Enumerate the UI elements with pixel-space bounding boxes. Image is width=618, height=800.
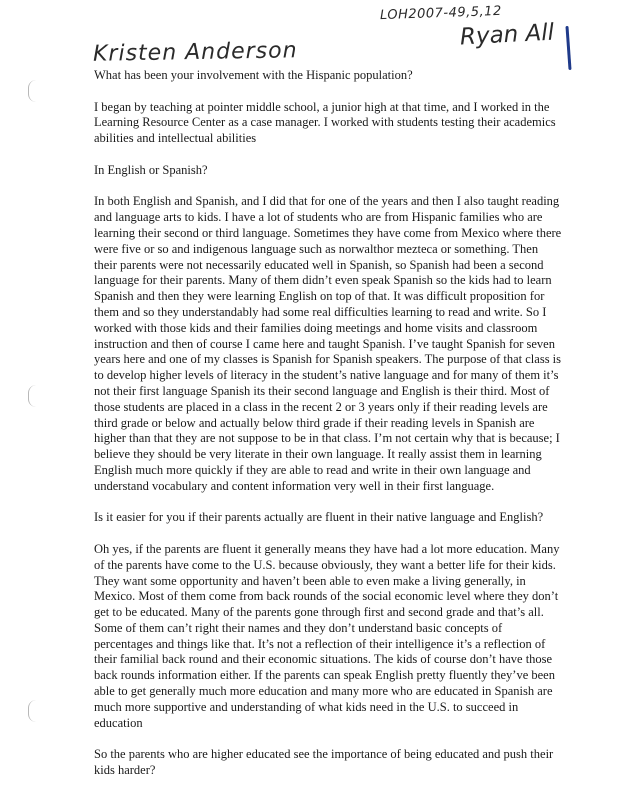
handwritten-interviewer-name: Ryan All: [459, 19, 555, 51]
question-paragraph: So the parents who are higher educated see the importance of being educated and push their kids harder?: [94, 747, 554, 778]
transcript-body: [94, 68, 562, 795]
answer-paragraph: Oh yes, if the parents are fluent it generally means they have had a lot more education. Many of the parents have come to the U.S. because obviously, they want a better life for their kids. They want some opportunity and haven’t been able to even make a living generally, in Mexico. Most of them come from back rounds of the social economic level where they don’t get to be educated. Many of the parents gone through first and second grade and that’s all. Some of them can’t right their names and they don’t understand basic concepts of percentages and things like that. It’s not a reflection of their intelligence it’s a reflection of their familial back round and their economic situations. The kids of course don’t have those back rounds information either. If the parents can speak English pretty fluently they’ve been able to get generally much more education and many more who are educated in Spanish are much more supportive and understanding of what kids need in the U.S. to succeed in education: [94, 541, 560, 730]
question-paragraph: Is it easier for you if their parents actually are fluent in their native language and English?: [94, 510, 544, 525]
answer-paragraph: In both English and Spanish, and I did that for one of the years and then I also taught reading and language arts to kids. I have a lot of students who are from Hispanic families who are learning their second or third language. Sometimes they have come from Mexico where there were five or so and indigenous language such as norwalthor mezteca or something. Then their parents were not necessarily educated well in Spanish, so Spanish had been a second language for their parents. Many of them didn’t even speak Spanish so the kids had to learn Spanish and then they were learning English on top of that. It was difficult proposition for them and so they understandably had some real difficulties learning to read and write. So I worked with those kids and their families doing meetings and home visits and classroom instruction and then of course I came here and taught Spanish. I’ve taught Spanish for seven years here and one of my classes is Spanish for Spanish speakers. The purpose of that class is to develop higher levels of literacy in the student’s native language and for many of them it’s not their first language Spanish its their second language and English is their third. Most of those students are placed in a class in the recent 2 or 3 years only if their reading levels are third grade or below and actually below third grade if their reading levels in Spanish are higher than that they are not suppose to be in that class. I’m not certain why that is because; I believe they should be very literate in their own language. It really assist them in learning English much more quickly if they are able to read and write in their own language and understand vocabulary and content information very well in their first language.: [94, 194, 562, 493]
handwritten-author-name: Kristen Anderson: [92, 38, 298, 67]
punch-hole-mark: [28, 80, 41, 102]
handwritten-document-id: LOH2007-49,5,12: [379, 3, 502, 24]
punch-hole-mark: [28, 700, 41, 722]
ink-mark: [565, 26, 571, 70]
punch-hole-mark: [28, 385, 41, 407]
answer-paragraph: I began by teaching at pointer middle school, a junior high at that time, and I worked in the Learning Resource Center as a case manager. I worked with students testing their academics abilities and intellectual abilities: [94, 99, 556, 146]
question-paragraph: What has been your involvement with the Hispanic population?: [94, 68, 413, 82]
question-paragraph: In English or Spanish?: [94, 162, 208, 177]
